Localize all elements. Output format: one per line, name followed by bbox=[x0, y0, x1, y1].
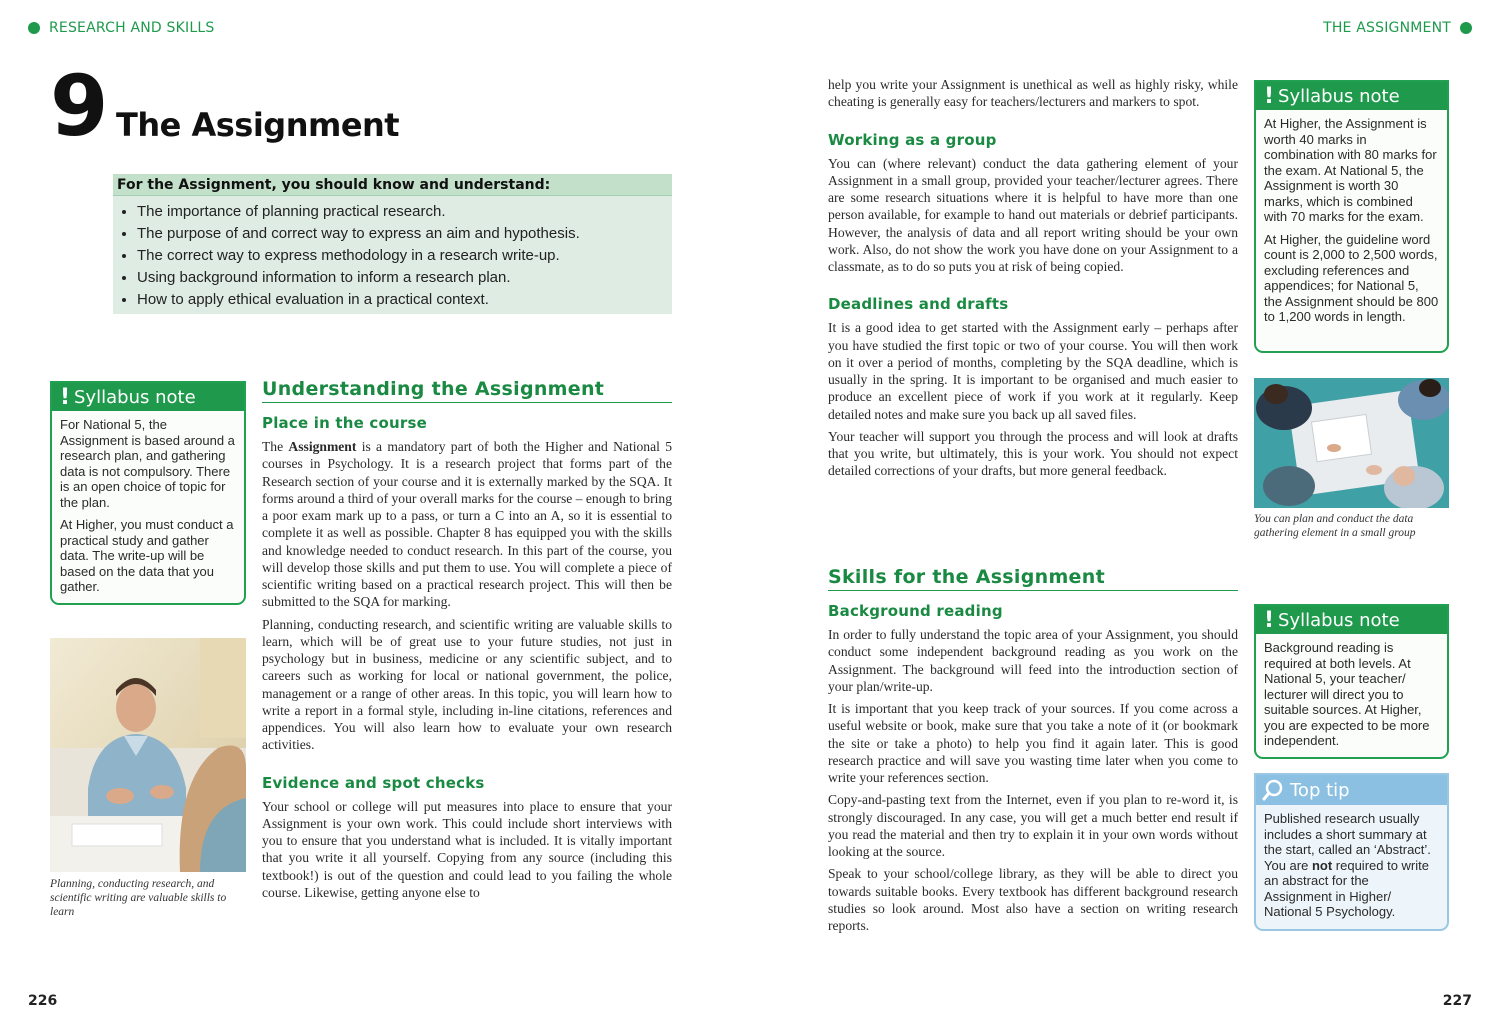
syllabus-note-paragraph: At Higher, the guideline word count is 2,000 to 2,500 words, excluding references and appendices; for National 5, the Assignment should be 800 to 1,200 words in length. bbox=[1264, 231, 1439, 324]
syllabus-note-paragraph: At Higher, the Assignment is worth 40 marks in combination with 80 marks for the exam. At National 5, the Assignment is worth 30 marks, which is combined with 70 marks for the exam. bbox=[1264, 116, 1437, 224]
running-header-right-text: THE ASSIGNMENT bbox=[1323, 20, 1451, 36]
group-work-photo-caption: You can plan and conduct the data gathering element in a small group bbox=[1254, 513, 1416, 539]
skills-paragraph-2: It is important that you keep track of your sources. If you come across a useful website or book, make sure that you take a note of it (or bookmark the site or take a photo) to help you find it again later. This is good research practice and will save you wasting time later when you come to write your references section. bbox=[828, 701, 1238, 785]
subheading-background-reading: Background reading bbox=[828, 602, 1003, 620]
top-tip-body bbox=[1256, 805, 1447, 920]
page-number-right: 227 bbox=[1442, 993, 1472, 1009]
subheading-place-in-course: Place in the course bbox=[262, 414, 428, 432]
syllabus-note-box bbox=[50, 381, 246, 605]
page-number-left: 226 bbox=[28, 993, 58, 1009]
place-paragraph-1 bbox=[262, 438, 672, 611]
syllabus-note-title: Syllabus note bbox=[1278, 85, 1400, 107]
list-item: • The correct way to express methodology in a research write-up. bbox=[137, 245, 672, 267]
interview-photo bbox=[50, 638, 246, 872]
section-heading-understanding: Understanding the Assignment bbox=[262, 378, 672, 403]
magnifier-icon bbox=[1262, 779, 1284, 801]
chapter-title: The Assignment bbox=[116, 106, 400, 144]
skills-paragraph-3: Copy-and-pasting text from the Internet, even if you plan to re-word it, is strongly discouraged. In any case, you will get a much better end result if you read the material and then try to explain it in your own words without looking at the source. bbox=[828, 792, 1238, 859]
interview-photo-caption: Planning, conducting research, and scientific writing are valuable skills to learn bbox=[50, 878, 227, 918]
deadlines-paragraph-1: It is a good idea to get started with the Assignment early – perhaps after you have studied the first topic or two of your course. You will then work on it over a period of months, completing by the SQA deadline, which is usually in the spring. It is important to be organised and much easier to produce an excellent piece of work if you work at it regularly. Keep detailed notes and make sure you back up all saved files. bbox=[828, 320, 1238, 422]
syllabus-note-box bbox=[1254, 604, 1449, 759]
skills-section bbox=[828, 566, 1238, 939]
text-run: is a mandatory part of both the Higher and National 5 courses in Psychology. It is a research project that forms part of the Research section of your course and it is externally marked by the SQA. It forms around a third of your overall marks for the course – enough to bring a poor exam mark up to a pass, or turn a C into an A, so it is essential to complete it as well as possible. Chapter 8 has equipped you with the skills and knowledge needed to conduct research. In this part of the course, you will develop those skills and put them to use. You will complete a piece of scientific writing based on a practical research project. This will then be submitted to the SQA for marking. bbox=[262, 439, 672, 610]
bold-term: Assignment bbox=[288, 439, 357, 454]
top-tip-title: Top tip bbox=[1290, 779, 1350, 801]
chapter-number: 9 bbox=[50, 57, 106, 155]
running-header-left-text: RESEARCH AND SKILLS bbox=[49, 20, 215, 36]
group-paragraph: You can (where relevant) conduct the data gathering element of your Assignment in a small group, provided your teacher/lecturer agrees. There are some research situations where it is helpful to have more than one person available, for example to hand out materials or debrief participants. However, the analysis of data and all report writing should be your own work. Also, do not show the work you have done on your Assignment to a classmate, as to do so puts you at risk of being copied. bbox=[828, 155, 1238, 274]
subheading-working-group: Working as a group bbox=[828, 130, 997, 149]
group-work-photo-image bbox=[1254, 378, 1449, 508]
running-header-left bbox=[28, 20, 214, 36]
interview-photo-image bbox=[50, 638, 246, 872]
skills-paragraph-1: In order to fully understand the topic area of your Assignment, you should conduct some independent background reading as you work on the Assignment. The background will feed into the introduction section of your plan/write-up. bbox=[828, 627, 1238, 694]
syllabus-note-paragraph: At Higher, you must conduct a practical study and gather data. The write-up will be based on the data that you gather. bbox=[60, 517, 234, 594]
syllabus-note-header bbox=[52, 383, 244, 411]
syllabus-note-header bbox=[1256, 606, 1447, 634]
exclamation-icon: ! bbox=[1264, 83, 1275, 109]
subheading-deadlines: Deadlines and drafts bbox=[828, 295, 1009, 314]
text-run: The bbox=[262, 439, 289, 454]
bold-term: not bbox=[1311, 857, 1333, 873]
list-item: • Using background information to inform a research plan. bbox=[137, 267, 672, 289]
left-column bbox=[262, 378, 672, 906]
bullet-dot-icon bbox=[28, 22, 40, 34]
top-tip-box bbox=[1254, 773, 1449, 931]
syllabus-note-body bbox=[1256, 634, 1447, 749]
running-header-right bbox=[1323, 20, 1472, 36]
exclamation-icon: ! bbox=[60, 384, 71, 410]
syllabus-note-paragraph: Background reading is required at both levels. At National 5, your teacher/ lecturer will direct you to suitable sources. At Higher, you are expected to be more independent. bbox=[1264, 640, 1430, 748]
evidence-paragraph-continued: help you write your Assignment is unethical as well as highly risky, while cheating is generally easy for teachers/lecturers and markers to spot. bbox=[828, 77, 1238, 110]
text-run: required to write an abstract for the Assignment in Higher/ National 5 Psychology. bbox=[1264, 857, 1429, 919]
place-paragraph-2: Planning, conducting research, and scientific writing are valuable skills to learn, which will be of great use to your future studies, not just in psychology but in business, medicine or any scientific subject, and to careers such as working for local or national government, the police, management or a range of other areas. In this topic, you will learn how to write a report in a formal style, including in-line citations, references and appendices. You will also learn how to evaluate your own research activities. bbox=[262, 616, 672, 753]
right-column bbox=[828, 76, 1238, 485]
syllabus-note-paragraph: For National 5, the Assignment is based around a research plan, and gathering data is not compulsory. There is an open choice of topic for the plan. bbox=[60, 417, 235, 510]
deadlines-paragraph-2: Your teacher will support you through the process and will look at drafts that you write, but ultimately, this is your work. You should not expect detailed corrections of your drafts, but more general feedback. bbox=[828, 428, 1238, 479]
group-work-photo bbox=[1254, 378, 1449, 508]
syllabus-note-title: Syllabus note bbox=[1278, 609, 1400, 631]
syllabus-note-title: Syllabus note bbox=[74, 386, 196, 408]
list-item: • The purpose of and correct way to express an aim and hypothesis. bbox=[137, 223, 672, 245]
syllabus-note-header bbox=[1256, 82, 1447, 110]
syllabus-note-body bbox=[1256, 110, 1447, 325]
top-tip-paragraph bbox=[1264, 811, 1439, 920]
list-item: • The importance of planning practical research. bbox=[137, 201, 672, 223]
learning-objectives-heading: For the Assignment, you should know and understand: bbox=[113, 174, 672, 196]
syllabus-note-body bbox=[52, 411, 244, 595]
skills-paragraph-4: Speak to your school/college library, as they will be able to direct you towards suitable books. Every textbook has different background research studies so look around. Most also have a section on writing research reports. bbox=[828, 866, 1238, 933]
section-heading-skills: Skills for the Assignment bbox=[828, 566, 1238, 591]
list-item: • How to apply ethical evaluation in a practical context. bbox=[137, 289, 672, 311]
subheading-evidence: Evidence and spot checks bbox=[262, 773, 485, 792]
top-tip-header bbox=[1256, 775, 1447, 805]
learning-objectives-box bbox=[113, 174, 672, 314]
text-run: Published research usually includes a short summary at the start, called an ‘Abstract’. You are bbox=[1264, 811, 1431, 873]
evidence-paragraph: Your school or college will put measures into place to ensure that your Assignment is your own work. This could include short interviews with you to ensure that you understand what is included. It is vitally important that you write it all yourself. Copying from any source (including this textbook!) is out of the question and could lead to you failing the whole course. Likewise, getting anyone else to bbox=[262, 798, 672, 900]
exclamation-icon: ! bbox=[1264, 607, 1275, 633]
learning-objectives-list bbox=[113, 201, 672, 311]
syllabus-note-box bbox=[1254, 80, 1449, 353]
bullet-dot-icon bbox=[1460, 22, 1472, 34]
